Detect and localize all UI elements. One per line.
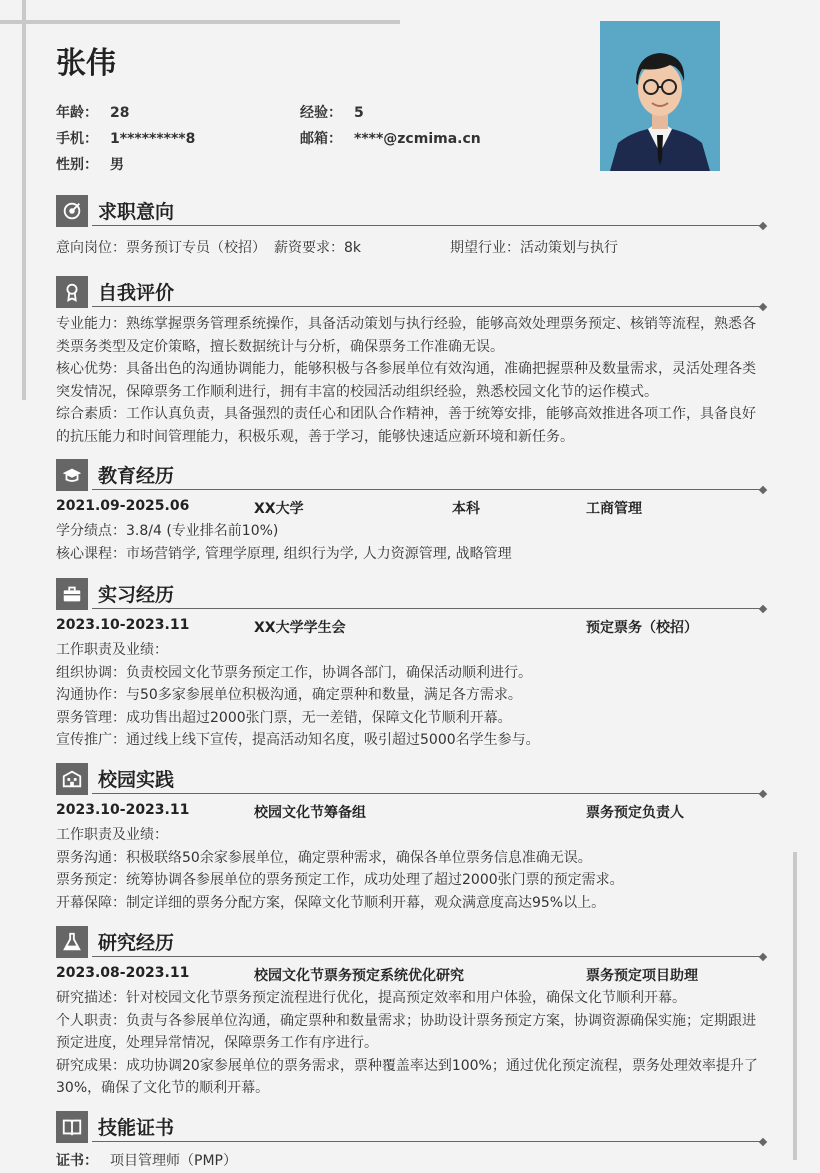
self-eval-line: 专业能力：熟练掌握票务管理系统操作，具备活动策划与执行经验，能够高效处理票务预定、核销等流程，熟悉各类票务类型及定价策略，擅长数据统计与分析，确保票务工作准确无误。 [56,316,756,355]
campus-row [56,802,766,824]
target-icon [56,195,88,227]
book-icon [56,1111,88,1143]
intern-org: XX大学学生会 [254,620,346,636]
intent-industry: 期望行业：活动策划与执行 [450,240,618,256]
info-phone: 手机： 1*********8 [56,131,196,147]
edu-degree: 本科 [452,501,480,517]
section-intern-title: 实习经历 [98,584,175,606]
section-divider-dot [759,222,767,230]
research-line: 个人职责：负责与各参展单位沟通，确定票种和数量需求；协助设计票务预定方案，协调资源确保实施；定期跟进预定进度，处理异常情况，保障票务工作有序进行。 [56,1012,756,1051]
section-skills-header [56,1111,766,1143]
section-divider [92,793,762,794]
section-edu-title: 教育经历 [98,465,175,487]
decor-bar-right [793,852,797,1160]
intern-line: 宣传推广：通过线上线下宣传，提高活动知名度，吸引超过5000名学生参与。 [56,732,540,748]
profile-photo [600,21,720,171]
self-eval-line: 综合素质：工作认真负责，具备强烈的责任心和团队合作精神，善于统筹安排，能够高效推进各项工作，具备良好的抗压能力和时间管理能力，积极乐观，善于学习，能够快速适应新环境和新任务。 [56,406,756,445]
section-divider [92,608,762,609]
section-divider-dot [759,790,767,798]
section-self-header [56,276,766,308]
research-role: 票务预定项目助理 [586,968,698,984]
intern-line: 沟通协作：与50多家参展单位积极沟通，确定票种和数量，满足各方需求。 [56,687,522,703]
section-intent-title: 求职意向 [98,201,175,223]
intern-line: 组织协调：负责校园文化节票务预定工作，协调各部门，确保活动顺利进行。 [56,664,532,681]
info-experience: 经验： 5 [300,105,364,121]
decor-bar-top [0,20,400,24]
info-gender: 性别： 男 [56,157,124,173]
edu-details [56,520,766,565]
campus-details [56,824,766,914]
edu-date: 2021.09-2025.06 [56,498,190,514]
campus-date: 2023.10-2023.11 [56,802,190,818]
section-edu-header [56,459,766,491]
campus-role: 票务预定负责人 [586,805,684,821]
section-intern-header [56,578,766,610]
flask-icon [56,926,88,958]
section-divider [92,1141,762,1142]
research-line: 研究描述：针对校园文化节票务预定流程进行优化，提高预定效率和用户体验，确保文化节顺利开幕。 [56,990,686,1006]
campus-org: 校园文化节筹备组 [254,805,366,821]
research-date: 2023.08-2023.11 [56,965,190,981]
edu-row [56,498,766,520]
section-research-title: 研究经历 [98,932,175,954]
section-divider [92,225,762,226]
building-icon [56,763,88,795]
section-divider-dot [759,486,767,494]
self-eval-text [56,313,766,448]
candidate-name: 张伟 [56,46,116,81]
cert-value: 项目管理师（PMP） [110,1153,237,1169]
campus-line: 票务沟通：积极联络50余家参展单位，确定票种需求，确保各单位票务信息准确无误。 [56,849,592,866]
intent-row [56,237,766,259]
section-skills-title: 技能证书 [98,1117,175,1139]
research-org: 校园文化节票务预定系统优化研究 [254,968,464,984]
info-age: 年龄： 28 [56,105,130,121]
edu-line: 学分绩点：3.8/4 (专业排名前10%) [56,523,279,539]
skills-cert [56,1150,766,1173]
info-email: 邮箱： ****@zcmima.cn [300,131,481,147]
self-eval-line: 核心优势：具备出色的沟通协调能力，能够积极与各参展单位有效沟通，准确把握票种及数量需求，灵活处理各类突发情况，保障票务工作顺利进行，拥有丰富的校园活动组织经验，熟悉校园文化节的运作模式。 [56,361,756,400]
section-campus-title: 校园实践 [98,769,175,791]
intern-row [56,617,766,639]
section-divider-dot [759,1138,767,1146]
intern-details [56,639,766,752]
decor-bar-left [22,0,26,400]
intern-date: 2023.10-2023.11 [56,617,190,633]
medal-icon [56,276,88,308]
research-row [56,965,766,987]
section-divider-dot [759,605,767,613]
campus-line: 票务预定：统筹协调各参展单位的票务预定工作，成功处理了超过2000张门票的预定需求。 [56,872,624,888]
intent-position: 意向岗位：票务预订专员（校招） [56,240,266,256]
edu-major: 工商管理 [586,501,642,517]
intern-role: 预定票务（校招） [586,620,698,636]
section-divider-dot [759,953,767,961]
campus-line: 工作职责及业绩： [56,827,168,843]
edu-line: 核心课程：市场营销学, 管理学原理, 组织行为学, 人力资源管理, 战略管理 [56,545,512,562]
section-divider [92,306,762,307]
section-divider [92,956,762,957]
research-line: 研究成果：成功协调20家参展单位的票务需求，票种覆盖率达到100%；通过优化预定流程，票务处理效率提升了30%，确保了文化节的顺利开幕。 [56,1057,758,1096]
section-self-title: 自我评价 [98,282,175,304]
section-campus-header [56,763,766,795]
intern-line: 票务管理：成功售出超过2000张门票，无一差错，保障文化节顺利开幕。 [56,709,512,726]
section-research-header [56,926,766,958]
section-divider-dot [759,303,767,311]
cert-label: 证书： [56,1153,98,1169]
intern-line: 工作职责及业绩： [56,642,168,658]
graduation-cap-icon [56,459,88,491]
section-intent-header [56,195,766,227]
intent-salary: 薪资要求：8k [274,240,362,256]
section-divider [92,489,762,490]
research-details [56,987,766,1100]
edu-school: XX大学 [254,501,304,517]
briefcase-icon [56,578,88,610]
campus-line: 开幕保障：制定详细的票务分配方案，保障文化节顺利开幕，观众满意度高达95%以上。 [56,894,606,911]
